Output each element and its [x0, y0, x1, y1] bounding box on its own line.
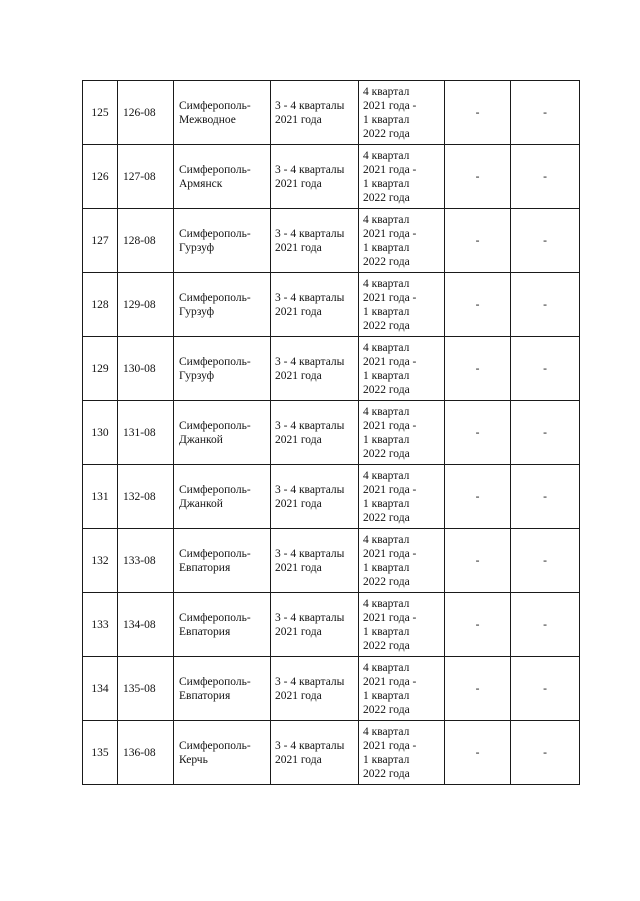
column-7-cell: - [511, 593, 580, 657]
route-name-cell-line: Керчь [179, 753, 208, 766]
start-period-cell-line: 3 - 4 кварталы [275, 99, 345, 112]
end-period-cell-line: 4 квартал [363, 277, 410, 290]
end-period-cell-line: 4 квартал [363, 341, 410, 354]
start-period-cell-line: 2021 года [275, 625, 322, 638]
route-code-cell: 132-08 [118, 465, 174, 529]
column-7-cell: - [511, 337, 580, 401]
end-period-cell-line: 1 квартал [363, 753, 410, 766]
route-code-cell: 128-08 [118, 209, 174, 273]
schedule-table [82, 80, 580, 785]
column-6-cell: - [445, 529, 511, 593]
start-period-cell-line: 3 - 4 кварталы [275, 547, 345, 560]
table-row [83, 657, 580, 721]
end-period-cell-line: 1 квартал [363, 497, 410, 510]
start-period-cell-line: 2021 года [275, 753, 322, 766]
start-period-cell-line: 2021 года [275, 433, 322, 446]
start-period-cell-line: 3 - 4 кварталы [275, 675, 345, 688]
table-row [83, 273, 580, 337]
end-period-cell-line: 2022 года [363, 191, 410, 204]
end-period-cell-line: 4 квартал [363, 533, 410, 546]
end-period-cell-line: 4 квартал [363, 661, 410, 674]
table-row [83, 337, 580, 401]
column-6-cell: - [445, 273, 511, 337]
start-period-cell [271, 721, 359, 785]
route-name-cell-line: Симферополь- [179, 99, 251, 112]
column-7-cell: - [511, 657, 580, 721]
column-7-cell: - [511, 401, 580, 465]
route-name-cell-line: Симферополь- [179, 483, 251, 496]
column-6-cell: - [445, 465, 511, 529]
route-code-cell: 134-08 [118, 593, 174, 657]
column-6-cell: - [445, 401, 511, 465]
row-number-cell: 128 [83, 273, 118, 337]
route-code-cell: 133-08 [118, 529, 174, 593]
table-row [83, 465, 580, 529]
row-number-cell: 133 [83, 593, 118, 657]
start-period-cell [271, 209, 359, 273]
table-row [83, 529, 580, 593]
route-name-cell-line: Гурзуф [179, 369, 215, 382]
end-period-cell-line: 4 квартал [363, 469, 410, 482]
end-period-cell-line: 2022 года [363, 319, 410, 332]
start-period-cell-line: 3 - 4 кварталы [275, 419, 345, 432]
route-name-cell-line: Симферополь- [179, 547, 251, 560]
start-period-cell-line: 2021 года [275, 497, 322, 510]
end-period-cell [359, 401, 445, 465]
end-period-cell-line: 4 квартал [363, 85, 410, 98]
end-period-cell-line: 4 квартал [363, 725, 410, 738]
end-period-cell-line: 2021 года - [363, 739, 417, 752]
end-period-cell-line: 2021 года - [363, 675, 417, 688]
route-name-cell-line: Армянск [179, 177, 223, 190]
column-6-cell: - [445, 337, 511, 401]
start-period-cell-line: 3 - 4 кварталы [275, 739, 345, 752]
column-6-cell: - [445, 721, 511, 785]
route-name-cell [174, 593, 271, 657]
route-name-cell-line: Симферополь- [179, 611, 251, 624]
end-period-cell-line: 1 квартал [363, 177, 410, 190]
route-name-cell-line: Симферополь- [179, 163, 251, 176]
row-number-cell: 134 [83, 657, 118, 721]
start-period-cell-line: 3 - 4 кварталы [275, 355, 345, 368]
end-period-cell-line: 4 квартал [363, 597, 410, 610]
end-period-cell-line: 2022 года [363, 255, 410, 268]
row-number-cell: 129 [83, 337, 118, 401]
route-name-cell [174, 209, 271, 273]
end-period-cell-line: 2022 года [363, 511, 410, 524]
end-period-cell [359, 657, 445, 721]
end-period-cell-line: 1 квартал [363, 433, 410, 446]
end-period-cell [359, 593, 445, 657]
route-name-cell [174, 145, 271, 209]
route-name-cell-line: Межводное [179, 113, 236, 126]
end-period-cell-line: 2021 года - [363, 419, 417, 432]
column-7-cell: - [511, 273, 580, 337]
start-period-cell-line: 3 - 4 кварталы [275, 611, 345, 624]
start-period-cell [271, 465, 359, 529]
end-period-cell-line: 2021 года - [363, 227, 417, 240]
route-name-cell-line: Евпатория [179, 625, 231, 638]
end-period-cell-line: 2021 года - [363, 547, 417, 560]
route-name-cell-line: Симферополь- [179, 419, 251, 432]
route-name-cell-line: Симферополь- [179, 291, 251, 304]
start-period-cell [271, 401, 359, 465]
end-period-cell-line: 2022 года [363, 383, 410, 396]
start-period-cell-line: 3 - 4 кварталы [275, 483, 345, 496]
route-name-cell-line: Джанкой [179, 433, 223, 446]
start-period-cell-line: 3 - 4 кварталы [275, 163, 345, 176]
column-6-cell: - [445, 593, 511, 657]
route-name-cell [174, 337, 271, 401]
end-period-cell-line: 2022 года [363, 447, 410, 460]
table-row [83, 81, 580, 145]
route-name-cell [174, 81, 271, 145]
route-code-cell: 131-08 [118, 401, 174, 465]
start-period-cell [271, 81, 359, 145]
route-code-cell: 127-08 [118, 145, 174, 209]
column-6-cell: - [445, 209, 511, 273]
end-period-cell [359, 81, 445, 145]
end-period-cell-line: 1 квартал [363, 369, 410, 382]
end-period-cell-line: 2021 года - [363, 291, 417, 304]
end-period-cell-line: 1 квартал [363, 305, 410, 318]
start-period-cell-line: 3 - 4 кварталы [275, 227, 345, 240]
end-period-cell-line: 2022 года [363, 575, 410, 588]
end-period-cell [359, 209, 445, 273]
table-body [83, 81, 580, 785]
route-name-cell-line: Симферополь- [179, 227, 251, 240]
end-period-cell [359, 273, 445, 337]
end-period-cell-line: 4 квартал [363, 405, 410, 418]
route-name-cell [174, 401, 271, 465]
end-period-cell [359, 529, 445, 593]
start-period-cell-line: 3 - 4 кварталы [275, 291, 345, 304]
route-code-cell: 135-08 [118, 657, 174, 721]
route-name-cell-line: Гурзуф [179, 241, 215, 254]
end-period-cell-line: 2022 года [363, 127, 410, 140]
end-period-cell [359, 721, 445, 785]
route-code-cell: 126-08 [118, 81, 174, 145]
route-name-cell-line: Евпатория [179, 689, 231, 702]
row-number-cell: 126 [83, 145, 118, 209]
route-name-cell-line: Джанкой [179, 497, 223, 510]
row-number-cell: 127 [83, 209, 118, 273]
end-period-cell-line: 4 квартал [363, 149, 410, 162]
start-period-cell-line: 2021 года [275, 177, 322, 190]
end-period-cell-line: 2021 года - [363, 355, 417, 368]
column-6-cell: - [445, 145, 511, 209]
end-period-cell [359, 145, 445, 209]
route-name-cell-line: Симферополь- [179, 675, 251, 688]
end-period-cell-line: 1 квартал [363, 689, 410, 702]
route-name-cell [174, 529, 271, 593]
route-name-cell-line: Гурзуф [179, 305, 215, 318]
column-7-cell: - [511, 529, 580, 593]
end-period-cell-line: 4 квартал [363, 213, 410, 226]
route-name-cell [174, 657, 271, 721]
column-7-cell: - [511, 721, 580, 785]
row-number-cell: 132 [83, 529, 118, 593]
route-name-cell [174, 721, 271, 785]
table-row [83, 721, 580, 785]
end-period-cell-line: 2021 года - [363, 163, 417, 176]
start-period-cell-line: 2021 года [275, 305, 322, 318]
column-7-cell: - [511, 209, 580, 273]
end-period-cell-line: 2022 года [363, 639, 410, 652]
start-period-cell-line: 2021 года [275, 561, 322, 574]
route-name-cell-line: Симферополь- [179, 355, 251, 368]
table-row [83, 593, 580, 657]
end-period-cell-line: 1 квартал [363, 625, 410, 638]
table-row [83, 209, 580, 273]
column-7-cell: - [511, 465, 580, 529]
route-name-cell-line: Евпатория [179, 561, 231, 574]
route-code-cell: 129-08 [118, 273, 174, 337]
start-period-cell [271, 529, 359, 593]
column-6-cell: - [445, 657, 511, 721]
row-number-cell: 130 [83, 401, 118, 465]
start-period-cell-line: 2021 года [275, 113, 322, 126]
start-period-cell-line: 2021 года [275, 369, 322, 382]
route-name-cell [174, 273, 271, 337]
end-period-cell-line: 1 квартал [363, 113, 410, 126]
start-period-cell [271, 145, 359, 209]
row-number-cell: 135 [83, 721, 118, 785]
end-period-cell-line: 2021 года - [363, 611, 417, 624]
end-period-cell-line: 2021 года - [363, 483, 417, 496]
route-code-cell: 136-08 [118, 721, 174, 785]
start-period-cell-line: 2021 года [275, 689, 322, 702]
route-name-cell-line: Симферополь- [179, 739, 251, 752]
route-code-cell: 130-08 [118, 337, 174, 401]
end-period-cell-line: 1 квартал [363, 241, 410, 254]
column-6-cell: - [445, 81, 511, 145]
table-row [83, 145, 580, 209]
end-period-cell [359, 465, 445, 529]
end-period-cell-line: 1 квартал [363, 561, 410, 574]
end-period-cell-line: 2022 года [363, 767, 410, 780]
start-period-cell [271, 337, 359, 401]
route-name-cell [174, 465, 271, 529]
column-7-cell: - [511, 81, 580, 145]
start-period-cell [271, 657, 359, 721]
row-number-cell: 131 [83, 465, 118, 529]
table-row [83, 401, 580, 465]
end-period-cell [359, 337, 445, 401]
end-period-cell-line: 2022 года [363, 703, 410, 716]
column-7-cell: - [511, 145, 580, 209]
start-period-cell [271, 273, 359, 337]
start-period-cell-line: 2021 года [275, 241, 322, 254]
start-period-cell [271, 593, 359, 657]
row-number-cell: 125 [83, 81, 118, 145]
end-period-cell-line: 2021 года - [363, 99, 417, 112]
